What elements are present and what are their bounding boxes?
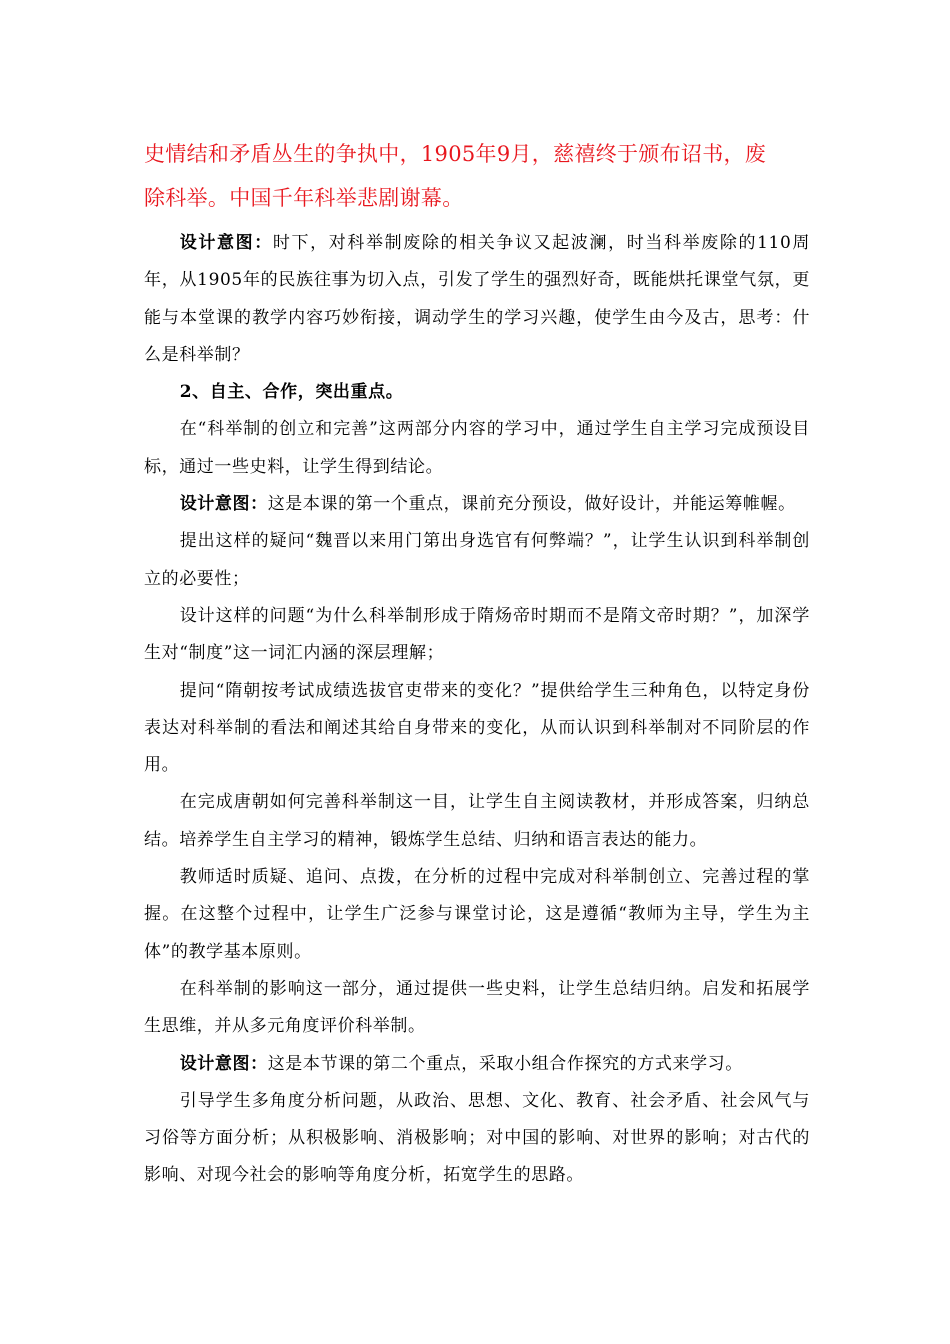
- paragraph-2: 提出这样的疑问“魏晋以来用门第出身选官有何弊端？”，让学生认识到科举制创立的必要性；: [144, 531, 810, 589]
- paragraph-3: 设计这样的问题“为什么科举制形成于隋炀帝时期而不是隋文帝时期？”，加深学生对“制度”这一词汇内涵的深层理解；: [144, 605, 810, 664]
- design-intent-text: 这是本节课的第二个重点，采取小组合作探究的方式来学习。: [267, 1053, 743, 1074]
- lead-line-2: 除科举。中国千年科举悲剧谢幕。: [144, 186, 464, 210]
- design-intent-label: 设计意图：: [179, 1053, 268, 1074]
- paragraph-1: 在“科举制的创立和完善”这两部分内容的学习中，通过学生自主学习完成预设目标，通过一些史料，让学生得到结论。: [144, 419, 810, 477]
- design-intent-label: 设计意图：: [179, 233, 273, 253]
- section-2-heading: 2、自主、合作，突出重点。: [179, 382, 404, 403]
- design-intent-text: 这是本课的第一个重点，课前充分预设，做好设计，并能运筹帷幄。: [267, 494, 796, 515]
- paragraph-7: 在科举制的影响这一部分，通过提供一些史料，让学生总结归纳。启发和拓展学生思维，并从多元角度评价科举制。: [144, 978, 810, 1037]
- paragraph-8: 引导学生多角度分析问题，从政治、思想、文化、教育、社会矛盾、社会风气与习俗等方面分析；从积极影响、消极影响；对中国的影响、对世界的影响；对古代的影响、对现今社会的影响等角度分析，拓宽学生的思路。: [144, 1090, 810, 1186]
- design-intent-label: 设计意图：: [179, 494, 268, 515]
- red-lead-text: [144, 132, 810, 220]
- design-intent-paragraph-2: [144, 486, 810, 523]
- design-intent-paragraph-3: [144, 1046, 810, 1083]
- paragraph-4: 提问“隋朝按考试成绩选拔官吏带来的变化？”提供给学生三种角色，以特定身份表达对科举制的看法和阐述其给自身带来的变化，从而认识到科举制对不同阶层的作用。: [144, 680, 810, 776]
- design-intent-text: 时下，对科举制废除的相关争议又起波澜，时当科举废除的110周年，从1905年的民族往事为切入点，引发了学生的强烈好奇，既能烘托课堂气氛，更能与本堂课的教学内容巧妙衔接，调动学生的学习兴趣，使学生由今及古，思考：什么是科举制？: [144, 233, 810, 365]
- design-intent-paragraph-1: [144, 225, 810, 374]
- paragraph-5: 在完成唐朝如何完善科举制这一目，让学生自主阅读教材，并形成答案，归纳总结。培养学生自主学习的精神，锻炼学生总结、归纳和语言表达的能力。: [144, 792, 810, 850]
- body-text: [144, 225, 810, 1195]
- paragraph-6: 教师适时质疑、追问、点拨，在分析的过程中完成对科举制创立、完善过程的掌握。在这整个过程中，让学生广泛参与课堂讨论，这是遵循“教师为主导，学生为主体”的教学基本原则。: [144, 867, 810, 962]
- lead-line-1: 史情结和矛盾丛生的争执中，1905年9月，慈禧终于颁布诏书，废: [144, 142, 767, 166]
